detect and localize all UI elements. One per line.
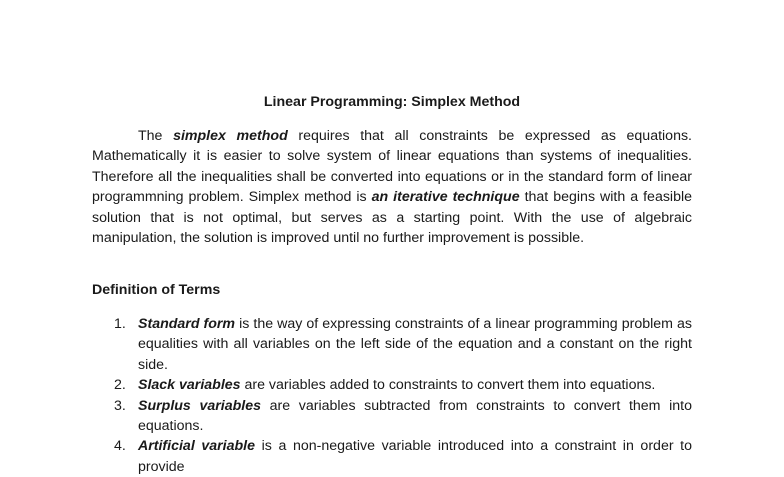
list-number: 3. — [114, 397, 126, 414]
term-name: Slack variables — [138, 377, 241, 394]
document-title: Linear Programming: Simplex Method — [263, 94, 521, 110]
list-item — [92, 396, 692, 437]
term-name: Standard form — [138, 316, 236, 332]
term-simplex-method: simplex method — [173, 128, 288, 144]
list-item — [92, 436, 692, 477]
intro-paragraph — [92, 126, 692, 248]
list-number: 4. — [114, 438, 126, 455]
definitions-list — [92, 314, 692, 477]
section-heading: Definition of Terms — [92, 282, 221, 298]
list-number: 1. — [114, 316, 126, 332]
term-name: Surplus variables — [138, 397, 261, 414]
list-item — [92, 314, 692, 375]
term-definition: are variables subtracted from constraints to convert them into equations. — [138, 397, 692, 435]
term-definition: is the way of expressing constraints of a linear programming problem as equalities with all variables on the left side of the equation and a constant on the right side. — [138, 316, 692, 373]
term-name: Artificial variable — [138, 438, 255, 455]
term-definition: is a non-negative variable introduced into a constraint in order to provide — [138, 438, 692, 475]
intro-text-2: requires that all constraints be expressed as equations. Mathematically it is easier to solve system of linear equations than systems of inequalities. Therefore all the inequalities shall be converted into equations or in the standard form of linear programmning problem. Simplex method is — [92, 128, 692, 206]
term-definition: are variables added to constraints to convert them into equations. — [240, 377, 656, 394]
term-iterative-technique: an iterative technique — [371, 189, 520, 206]
intro-text-1: The — [138, 128, 174, 144]
list-number: 2. — [114, 377, 126, 394]
list-item — [92, 375, 692, 395]
intro-text-3: that begins with a feasible solution that is not optimal, but serves as a starting point. With the use of algebraic manipulation, the solution is improved until no further improvement is possible. — [92, 189, 693, 247]
